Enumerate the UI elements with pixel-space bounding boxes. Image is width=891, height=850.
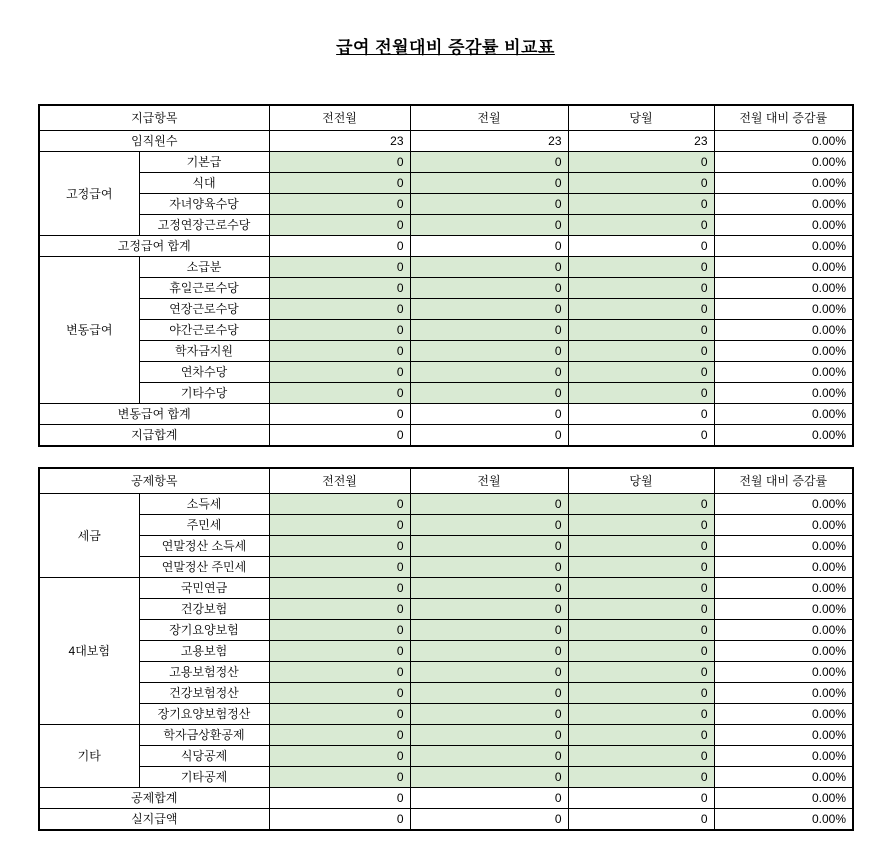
value-cell: 0 xyxy=(269,599,410,620)
rate-cell: 0.00% xyxy=(714,767,853,788)
summary-label-cell: 변동급여 합계 xyxy=(39,404,269,425)
value-cell: 0 xyxy=(568,662,714,683)
rate-cell: 0.00% xyxy=(714,425,853,447)
item-label-cell: 건강보험정산 xyxy=(139,683,269,704)
value-cell: 0 xyxy=(410,767,568,788)
table-row xyxy=(39,320,853,341)
value-cell: 0 xyxy=(269,494,410,515)
rate-cell: 0.00% xyxy=(714,194,853,215)
value-cell: 0 xyxy=(410,404,568,425)
header-month-column: 전월 xyxy=(410,468,568,494)
value-cell: 0 xyxy=(568,557,714,578)
rate-cell: 0.00% xyxy=(714,152,853,173)
rate-cell: 0.00% xyxy=(714,557,853,578)
value-cell: 0 xyxy=(410,620,568,641)
item-label-cell: 식당공제 xyxy=(139,746,269,767)
value-cell: 0 xyxy=(269,683,410,704)
item-label-cell: 주민세 xyxy=(139,515,269,536)
rate-cell: 0.00% xyxy=(714,746,853,767)
value-cell: 0 xyxy=(269,257,410,278)
value-cell: 0 xyxy=(269,746,410,767)
item-label-cell: 장기요양보험정산 xyxy=(139,704,269,725)
header-month-column: 전전월 xyxy=(269,105,410,131)
rate-cell: 0.00% xyxy=(714,320,853,341)
item-label-cell: 야간근로수당 xyxy=(139,320,269,341)
table-row xyxy=(39,257,853,278)
value-cell: 0 xyxy=(410,494,568,515)
value-cell: 0 xyxy=(568,578,714,599)
value-cell: 0 xyxy=(568,725,714,746)
item-label-cell: 연차수당 xyxy=(139,362,269,383)
value-cell: 0 xyxy=(269,536,410,557)
group-label-cell: 세금 xyxy=(39,494,139,578)
value-cell: 0 xyxy=(568,536,714,557)
value-cell: 0 xyxy=(269,278,410,299)
value-cell: 0 xyxy=(410,236,568,257)
item-label-cell: 식대 xyxy=(139,173,269,194)
rate-cell: 0.00% xyxy=(714,536,853,557)
table-row xyxy=(39,662,853,683)
header-rate-column: 전월 대비 증감률 xyxy=(714,468,853,494)
table-row xyxy=(39,515,853,536)
rate-cell: 0.00% xyxy=(714,809,853,831)
rate-cell: 0.00% xyxy=(714,278,853,299)
value-cell: 0 xyxy=(568,788,714,809)
rate-cell: 0.00% xyxy=(714,257,853,278)
rate-cell: 0.00% xyxy=(714,173,853,194)
value-cell: 23 xyxy=(410,131,568,152)
header-row xyxy=(39,105,853,131)
table-row xyxy=(39,704,853,725)
value-cell: 0 xyxy=(269,236,410,257)
value-cell: 0 xyxy=(410,194,568,215)
header-month-column: 당월 xyxy=(568,468,714,494)
rate-cell: 0.00% xyxy=(714,620,853,641)
value-cell: 0 xyxy=(410,362,568,383)
value-cell: 0 xyxy=(410,299,568,320)
value-cell: 0 xyxy=(269,725,410,746)
value-cell: 0 xyxy=(410,809,568,831)
value-cell: 0 xyxy=(568,641,714,662)
value-cell: 0 xyxy=(269,767,410,788)
item-label-cell: 자녀양육수당 xyxy=(139,194,269,215)
value-cell: 0 xyxy=(568,362,714,383)
rate-cell: 0.00% xyxy=(714,362,853,383)
header-item-column: 지급항목 xyxy=(39,105,269,131)
item-label-cell: 장기요양보험 xyxy=(139,620,269,641)
item-label-cell: 국민연금 xyxy=(139,578,269,599)
value-cell: 0 xyxy=(269,557,410,578)
value-cell: 0 xyxy=(269,404,410,425)
value-cell: 0 xyxy=(269,299,410,320)
item-label-cell: 기본급 xyxy=(139,152,269,173)
rate-cell: 0.00% xyxy=(714,515,853,536)
header-rate-column: 전월 대비 증감률 xyxy=(714,105,853,131)
summary-label-cell: 임직원수 xyxy=(39,131,269,152)
value-cell: 0 xyxy=(410,725,568,746)
value-cell: 0 xyxy=(568,767,714,788)
rate-cell: 0.00% xyxy=(714,131,853,152)
table-row xyxy=(39,788,853,809)
value-cell: 0 xyxy=(568,257,714,278)
table-row xyxy=(39,809,853,831)
value-cell: 0 xyxy=(410,578,568,599)
value-cell: 0 xyxy=(568,809,714,831)
value-cell: 0 xyxy=(269,173,410,194)
value-cell: 0 xyxy=(410,641,568,662)
item-label-cell: 연장근로수당 xyxy=(139,299,269,320)
value-cell: 0 xyxy=(269,620,410,641)
item-label-cell: 기타공제 xyxy=(139,767,269,788)
table-row xyxy=(39,494,853,515)
value-cell: 0 xyxy=(568,215,714,236)
value-cell: 0 xyxy=(410,278,568,299)
value-cell: 0 xyxy=(269,641,410,662)
value-cell: 0 xyxy=(410,662,568,683)
value-cell: 0 xyxy=(568,278,714,299)
table-row xyxy=(39,725,853,746)
table-row xyxy=(39,746,853,767)
value-cell: 0 xyxy=(568,620,714,641)
rate-cell: 0.00% xyxy=(714,788,853,809)
value-cell: 0 xyxy=(410,515,568,536)
table-row xyxy=(39,404,853,425)
group-label-cell: 기타 xyxy=(39,725,139,788)
table-row xyxy=(39,767,853,788)
value-cell: 0 xyxy=(269,362,410,383)
rate-cell: 0.00% xyxy=(714,215,853,236)
value-cell: 0 xyxy=(568,425,714,447)
item-label-cell: 고용보험 xyxy=(139,641,269,662)
item-label-cell: 소급분 xyxy=(139,257,269,278)
value-cell: 0 xyxy=(568,152,714,173)
value-cell: 0 xyxy=(568,236,714,257)
value-cell: 0 xyxy=(269,578,410,599)
table-row xyxy=(39,578,853,599)
table-row xyxy=(39,194,853,215)
summary-label-cell: 실지급액 xyxy=(39,809,269,831)
value-cell: 0 xyxy=(410,152,568,173)
value-cell: 0 xyxy=(568,599,714,620)
value-cell: 0 xyxy=(410,383,568,404)
rate-cell: 0.00% xyxy=(714,662,853,683)
table-row xyxy=(39,683,853,704)
value-cell: 0 xyxy=(410,173,568,194)
value-cell: 0 xyxy=(410,536,568,557)
table-row xyxy=(39,131,853,152)
value-cell: 23 xyxy=(568,131,714,152)
rate-cell: 0.00% xyxy=(714,578,853,599)
value-cell: 0 xyxy=(568,383,714,404)
value-cell: 0 xyxy=(410,599,568,620)
rate-cell: 0.00% xyxy=(714,725,853,746)
value-cell: 0 xyxy=(568,320,714,341)
table-row xyxy=(39,152,853,173)
group-label-cell: 변동급여 xyxy=(39,257,139,404)
rate-cell: 0.00% xyxy=(714,683,853,704)
value-cell: 0 xyxy=(269,320,410,341)
value-cell: 0 xyxy=(269,425,410,447)
value-cell: 0 xyxy=(269,809,410,831)
value-cell: 0 xyxy=(568,341,714,362)
value-cell: 0 xyxy=(269,383,410,404)
page-title: 급여 전월대비 증감률 비교표 xyxy=(336,38,555,57)
value-cell: 23 xyxy=(269,131,410,152)
item-label-cell: 학자금지원 xyxy=(139,341,269,362)
rate-cell: 0.00% xyxy=(714,383,853,404)
table-row xyxy=(39,299,853,320)
table-row xyxy=(39,620,853,641)
value-cell: 0 xyxy=(269,341,410,362)
summary-label-cell: 지급합계 xyxy=(39,425,269,447)
value-cell: 0 xyxy=(269,215,410,236)
pay-table xyxy=(38,104,854,447)
value-cell: 0 xyxy=(410,320,568,341)
item-label-cell: 기타수당 xyxy=(139,383,269,404)
rate-cell: 0.00% xyxy=(714,599,853,620)
value-cell: 0 xyxy=(568,494,714,515)
table-row xyxy=(39,425,853,447)
rate-cell: 0.00% xyxy=(714,236,853,257)
item-label-cell: 소득세 xyxy=(139,494,269,515)
table-row xyxy=(39,536,853,557)
table-row xyxy=(39,383,853,404)
header-month-column: 전월 xyxy=(410,105,568,131)
value-cell: 0 xyxy=(568,299,714,320)
table-row xyxy=(39,599,853,620)
item-label-cell: 건강보험 xyxy=(139,599,269,620)
value-cell: 0 xyxy=(410,257,568,278)
table-row xyxy=(39,278,853,299)
value-cell: 0 xyxy=(568,704,714,725)
value-cell: 0 xyxy=(568,683,714,704)
rate-cell: 0.00% xyxy=(714,341,853,362)
header-month-column: 전전월 xyxy=(269,468,410,494)
rate-cell: 0.00% xyxy=(714,404,853,425)
rate-cell: 0.00% xyxy=(714,704,853,725)
table-row xyxy=(39,236,853,257)
item-label-cell: 휴일근로수당 xyxy=(139,278,269,299)
value-cell: 0 xyxy=(269,788,410,809)
value-cell: 0 xyxy=(269,704,410,725)
value-cell: 0 xyxy=(269,194,410,215)
value-cell: 0 xyxy=(568,404,714,425)
value-cell: 0 xyxy=(410,683,568,704)
value-cell: 0 xyxy=(410,341,568,362)
value-cell: 0 xyxy=(410,704,568,725)
header-item-column: 공제항목 xyxy=(39,468,269,494)
group-label-cell: 4대보험 xyxy=(39,578,139,725)
item-label-cell: 고용보험정산 xyxy=(139,662,269,683)
item-label-cell: 연말정산 주민세 xyxy=(139,557,269,578)
value-cell: 0 xyxy=(568,173,714,194)
value-cell: 0 xyxy=(568,746,714,767)
value-cell: 0 xyxy=(410,557,568,578)
header-row xyxy=(39,468,853,494)
summary-label-cell: 공제합계 xyxy=(39,788,269,809)
table-row xyxy=(39,173,853,194)
table-row xyxy=(39,341,853,362)
summary-label-cell: 고정급여 합계 xyxy=(39,236,269,257)
table-row xyxy=(39,641,853,662)
rate-cell: 0.00% xyxy=(714,641,853,662)
table-row xyxy=(39,557,853,578)
group-label-cell: 고정급여 xyxy=(39,152,139,236)
value-cell: 0 xyxy=(269,662,410,683)
deduction-table xyxy=(38,467,854,831)
value-cell: 0 xyxy=(269,515,410,536)
item-label-cell: 고정연장근로수당 xyxy=(139,215,269,236)
rate-cell: 0.00% xyxy=(714,494,853,515)
item-label-cell: 학자금상환공제 xyxy=(139,725,269,746)
value-cell: 0 xyxy=(269,152,410,173)
value-cell: 0 xyxy=(568,194,714,215)
value-cell: 0 xyxy=(410,425,568,447)
table-row xyxy=(39,362,853,383)
rate-cell: 0.00% xyxy=(714,299,853,320)
table-row xyxy=(39,215,853,236)
value-cell: 0 xyxy=(568,515,714,536)
value-cell: 0 xyxy=(410,215,568,236)
value-cell: 0 xyxy=(410,746,568,767)
value-cell: 0 xyxy=(410,788,568,809)
header-month-column: 당월 xyxy=(568,105,714,131)
item-label-cell: 연말정산 소득세 xyxy=(139,536,269,557)
